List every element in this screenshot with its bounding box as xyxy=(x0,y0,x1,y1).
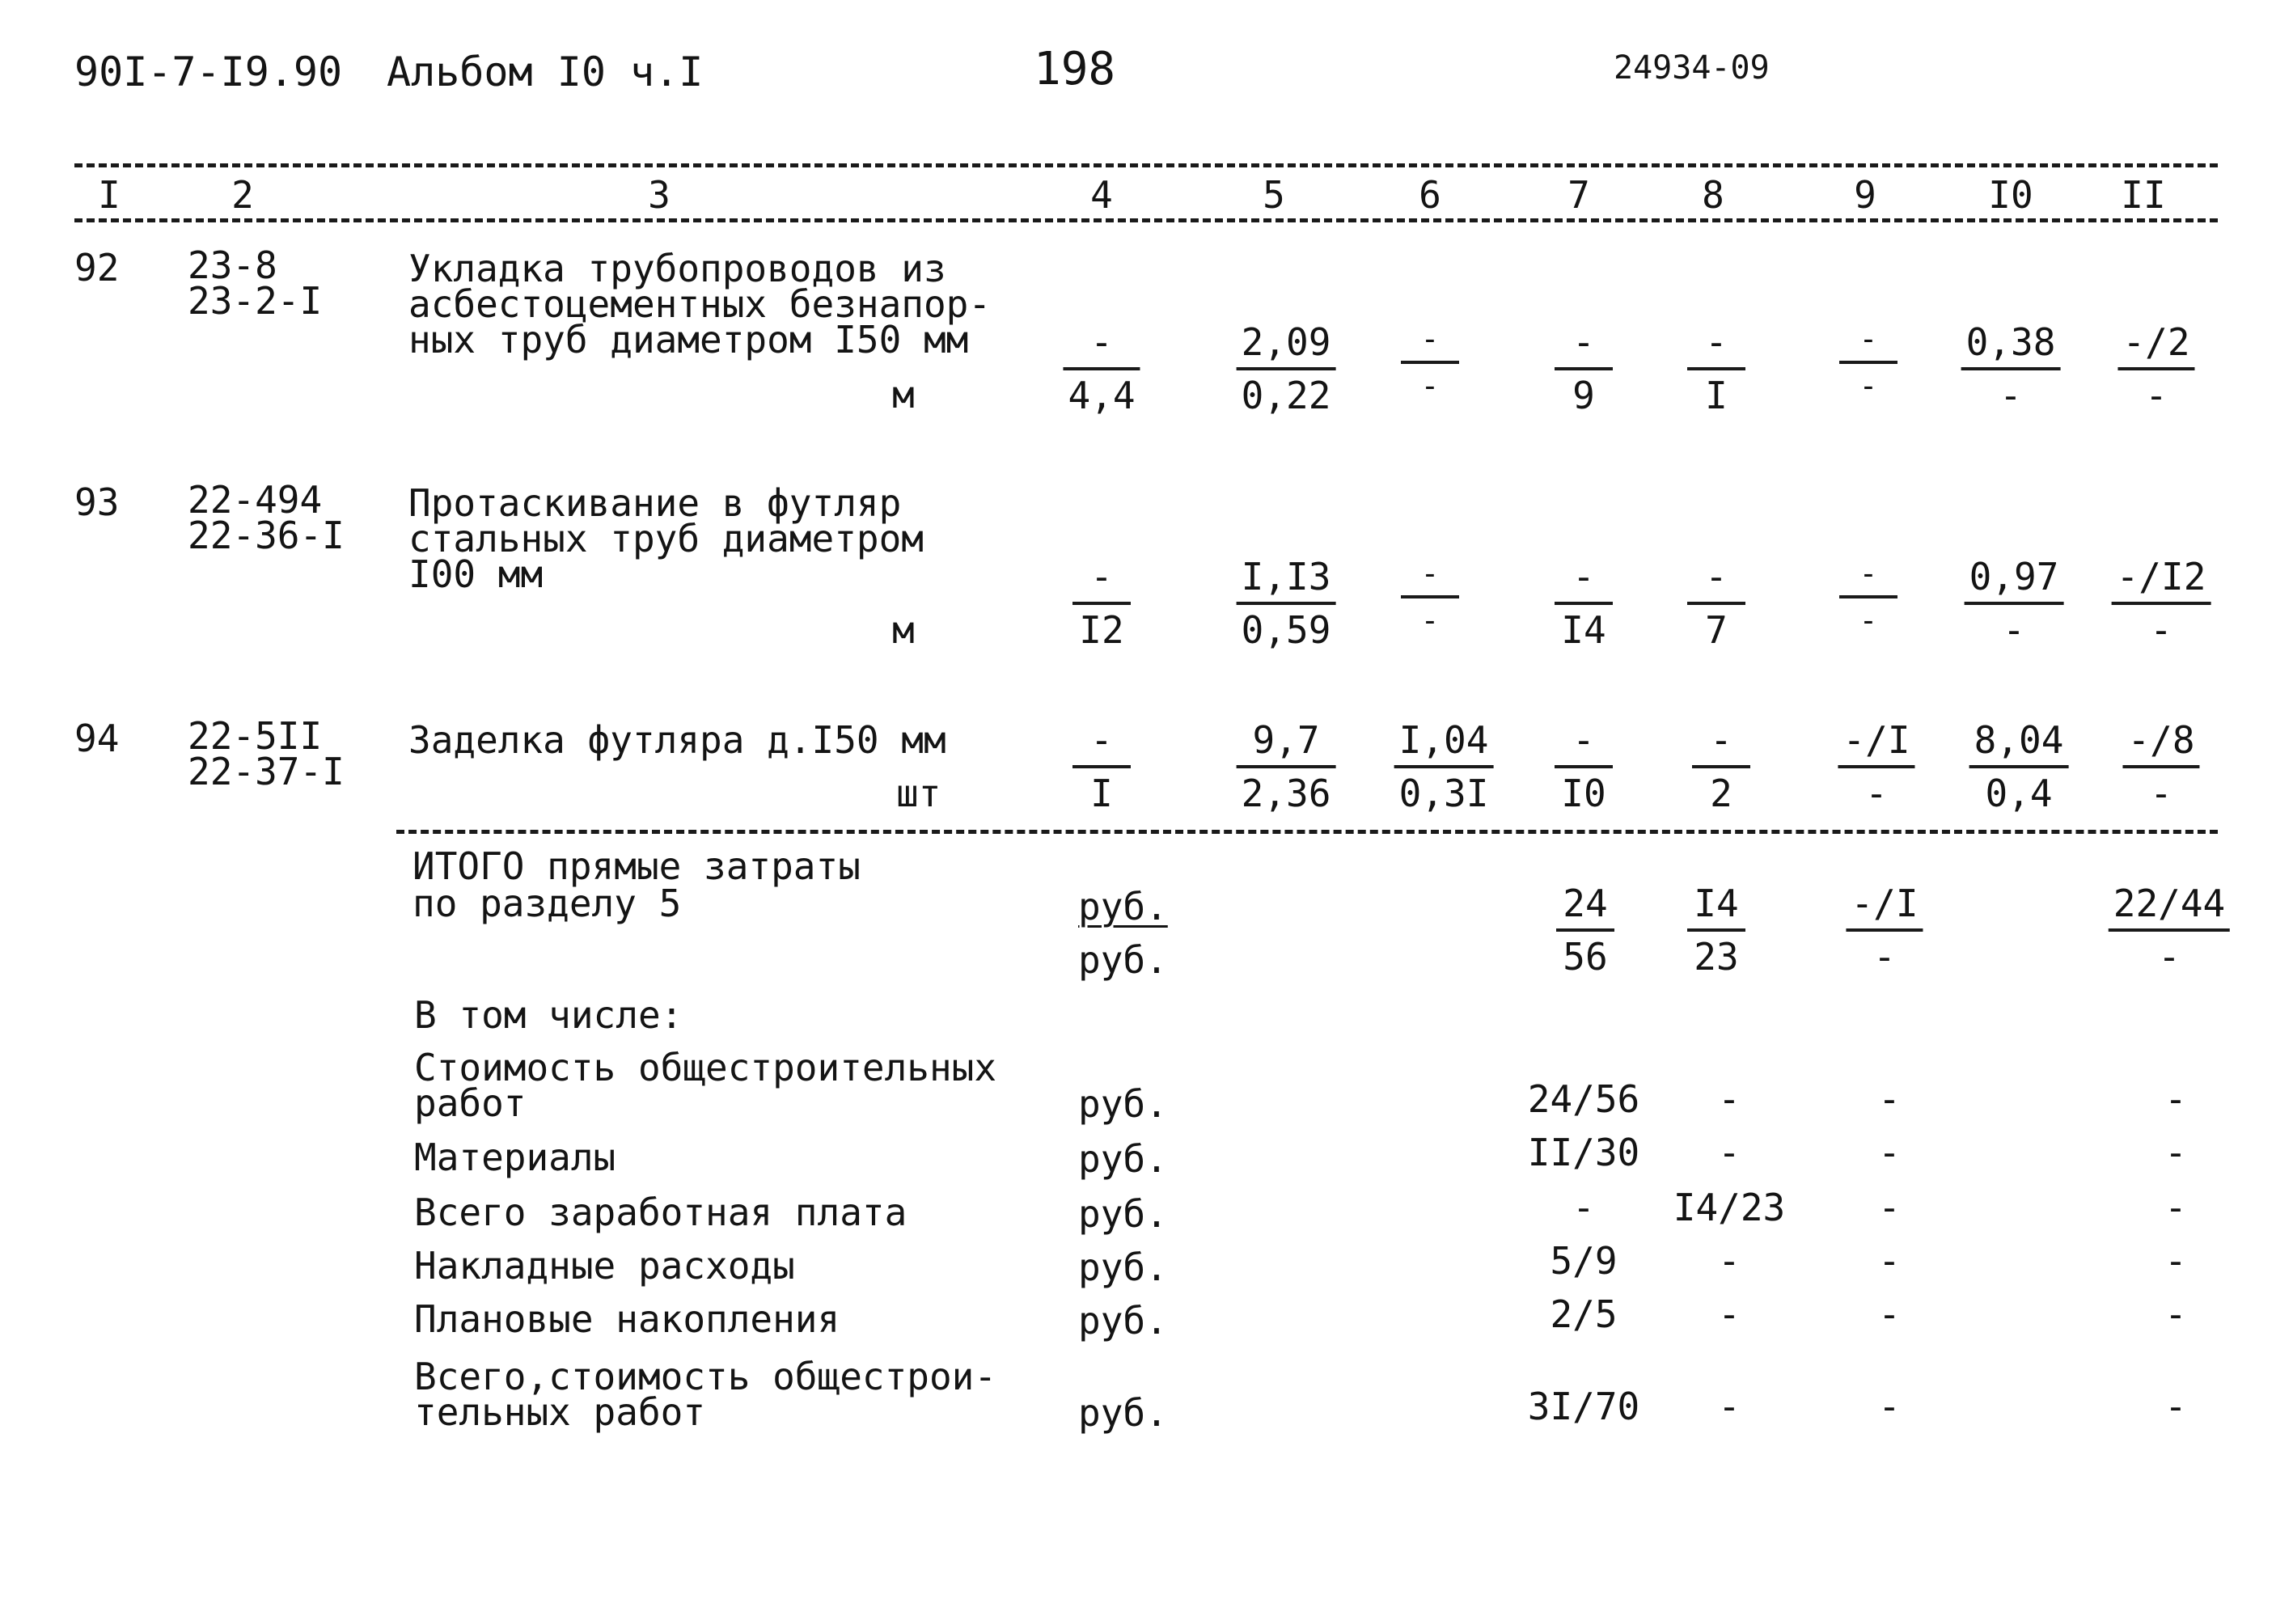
col-header: I xyxy=(98,173,121,217)
document-code: 90I-7-I9.90 xyxy=(74,49,343,95)
cell-fraction: $\frac{9,7}{2,36}$ xyxy=(1237,721,1336,812)
breakdown-col-8: - xyxy=(1718,1239,1741,1283)
row-description: Укладка трубопроводов из асбестоцементных безнапор- ных труб диаметром I50 мм xyxy=(408,247,992,362)
breakdown-label: Стоимость общестроительных работ xyxy=(414,1046,997,1125)
totals-unit: руб. xyxy=(1078,938,1168,982)
breakdown-unit: руб. xyxy=(1078,1391,1168,1435)
breakdown-label: Плановые накопления xyxy=(414,1297,840,1341)
norm-code: 22-494 xyxy=(188,478,323,522)
cell-fraction: - - xyxy=(1401,558,1459,636)
col-header: 5 xyxy=(1263,173,1285,217)
totals-label: ИТОГО прямые затраты по разделу 5 xyxy=(412,844,861,925)
breakdown-col-7: - xyxy=(1572,1186,1595,1229)
total-col-8: $\frac{I4}{23}$ xyxy=(1687,885,1745,975)
breakdown-col-8: I4/23 xyxy=(1673,1186,1786,1229)
breakdown-col-11: - xyxy=(2164,1186,2187,1229)
col-header: 2 xyxy=(231,173,254,217)
total-col-7: $\frac{24}{56}$ xyxy=(1556,885,1614,975)
breakdown-unit: руб. xyxy=(1078,1137,1168,1181)
col-header: 9 xyxy=(1854,173,1876,217)
norm-code: 22-36-I xyxy=(188,514,345,557)
cell-fraction: 0,38 - xyxy=(1961,324,2061,414)
cell-fraction: -/2 - xyxy=(2117,324,2194,414)
breakdown-col-9: - xyxy=(1878,1131,1901,1174)
cell-fraction: - I2 xyxy=(1072,558,1131,649)
row-number: 93 xyxy=(74,480,120,524)
breakdown-col-11: - xyxy=(2164,1131,2187,1174)
col-header: II xyxy=(2121,173,2166,217)
breakdown-col-7: 2/5 xyxy=(1550,1292,1618,1336)
cell-fraction: $\frac{8,04}{0,4}$ xyxy=(1969,721,2069,812)
breakdown-label: Всего,стоимость общестрои- тельных работ xyxy=(414,1355,997,1434)
row-description: Протаскивание в футляр стальных труб диаметром I00 мм xyxy=(408,481,924,596)
breakdown-col-9: - xyxy=(1878,1077,1901,1121)
cell-fraction: - 9 xyxy=(1555,324,1613,414)
inventory-stamp: 24934-09 xyxy=(1614,49,1770,87)
breakdown-unit: руб. xyxy=(1078,1192,1168,1236)
col-header: 3 xyxy=(648,173,671,217)
breakdown-col-9: - xyxy=(1878,1292,1901,1336)
col-header: 8 xyxy=(1702,173,1724,217)
breakdown-heading: В том числе: xyxy=(414,993,683,1037)
cell-fraction: 0,97 - xyxy=(1965,558,2064,649)
cell-fraction: - - xyxy=(1839,324,1897,401)
breakdown-col-7: II/30 xyxy=(1527,1131,1640,1174)
breakdown-label: Всего заработная плата xyxy=(414,1191,907,1234)
norm-code: 22-37-I xyxy=(188,750,345,793)
row-unit: м xyxy=(892,608,915,652)
breakdown-col-7: 24/56 xyxy=(1527,1077,1640,1121)
norm-code: 23-2-I xyxy=(188,279,323,323)
cell-fraction: - 2 xyxy=(1692,721,1750,812)
row-unit: шт xyxy=(896,772,941,815)
cell-fraction: $\frac{2,09}{0,22}$ xyxy=(1237,324,1336,414)
row-unit: м xyxy=(892,373,915,417)
cell-fraction: -/I - xyxy=(1838,721,1914,812)
page-number: 198 xyxy=(1034,43,1116,95)
breakdown-col-9: - xyxy=(1878,1186,1901,1229)
breakdown-unit: руб. xyxy=(1078,1245,1168,1289)
breakdown-unit: руб. xyxy=(1078,1299,1168,1343)
row-number: 94 xyxy=(74,717,120,760)
cell-fraction: $\frac{I,04}{0,3I}$ xyxy=(1394,721,1494,812)
row-number: 92 xyxy=(74,246,120,290)
breakdown-col-7: 3I/70 xyxy=(1527,1385,1640,1428)
breakdown-col-8: - xyxy=(1718,1385,1741,1428)
cell-fraction: - - xyxy=(1839,558,1897,636)
header-top-rule xyxy=(74,163,2218,167)
cell-fraction: -/I2 - xyxy=(2112,558,2211,649)
cell-fraction: - I0 xyxy=(1555,721,1613,812)
breakdown-col-8: - xyxy=(1718,1131,1741,1174)
breakdown-col-11: - xyxy=(2164,1292,2187,1336)
breakdown-col-8: - xyxy=(1718,1077,1741,1121)
total-col-9: -/I - xyxy=(1846,885,1923,975)
norm-code: 22-5II xyxy=(188,714,323,758)
col-header: 6 xyxy=(1419,173,1441,217)
row-description: Заделка футляра д.I50 мм xyxy=(408,718,946,762)
col-header: I0 xyxy=(1988,173,2033,217)
breakdown-col-9: - xyxy=(1878,1385,1901,1428)
col-header: 4 xyxy=(1090,173,1113,217)
totals-unit: руб. xyxy=(1078,885,1168,928)
breakdown-col-11: - xyxy=(2164,1385,2187,1428)
norm-code: 23-8 xyxy=(188,243,277,287)
breakdown-col-7: 5/9 xyxy=(1550,1239,1618,1283)
breakdown-col-9: - xyxy=(1878,1239,1901,1283)
cell-fraction: - 7 xyxy=(1687,558,1745,649)
totals-separator xyxy=(396,830,2218,834)
breakdown-col-8: - xyxy=(1718,1292,1741,1336)
breakdown-unit: руб. xyxy=(1078,1082,1168,1126)
cell-fraction: -/8 - xyxy=(2122,721,2199,812)
breakdown-col-11: - xyxy=(2164,1077,2187,1121)
cell-fraction: - - xyxy=(1401,324,1459,401)
breakdown-col-11: - xyxy=(2164,1239,2187,1283)
header-bottom-rule xyxy=(74,218,2218,222)
album-label: Альбом I0 ч.I xyxy=(387,49,704,95)
cell-fraction: - I4 xyxy=(1555,558,1613,649)
breakdown-label: Накладные расходы xyxy=(414,1244,795,1288)
cell-fraction: - I xyxy=(1072,721,1131,812)
total-col-11: 22/44 - xyxy=(2109,885,2230,975)
cell-fraction: - I xyxy=(1687,324,1745,414)
breakdown-label: Материалы xyxy=(414,1136,616,1179)
cell-fraction: $\frac{I,I3}{0,59}$ xyxy=(1237,558,1336,649)
cell-fraction: - 4,4 xyxy=(1063,324,1140,414)
col-header: 7 xyxy=(1567,173,1590,217)
